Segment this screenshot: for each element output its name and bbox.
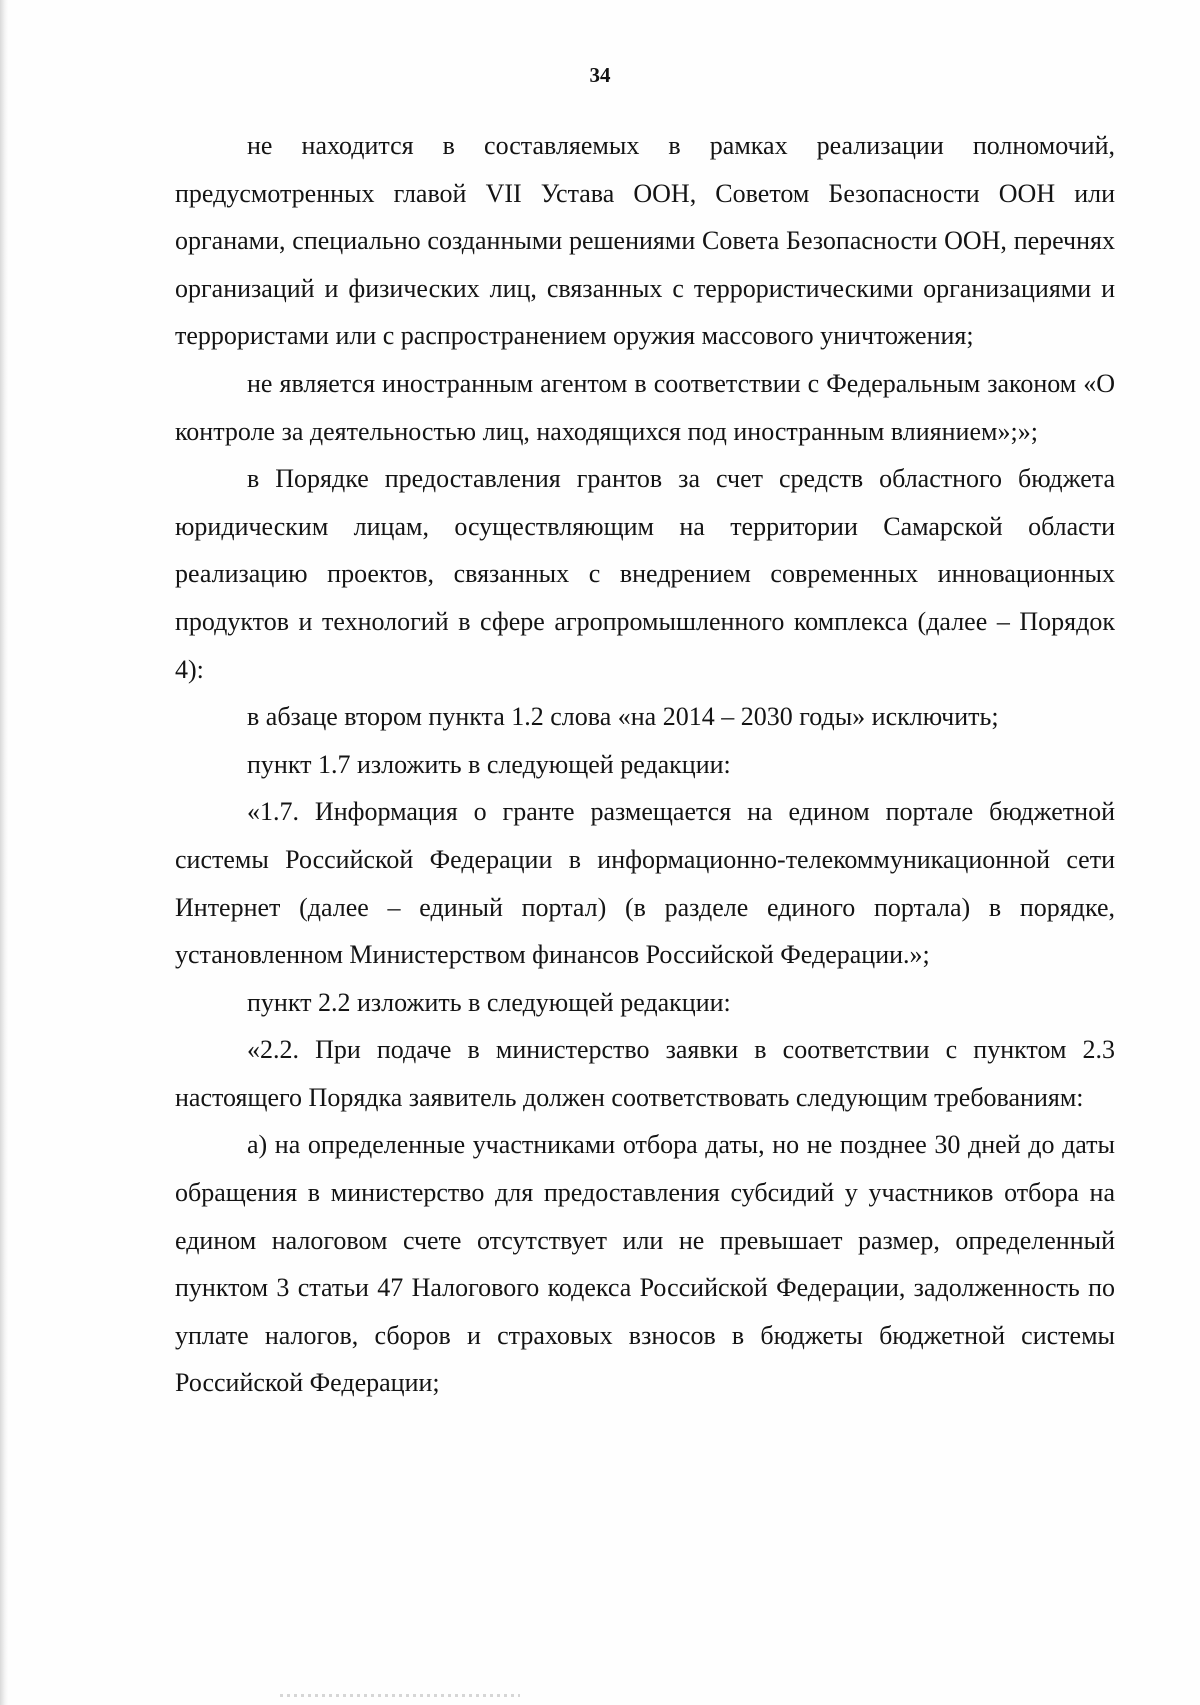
document-body xyxy=(175,122,1115,1407)
paragraph: не является иностранным агентом в соответствии с Федеральным законом «О контроле за деятельностью лиц, находящихся под иностранным влиянием»;»; xyxy=(175,368,1115,446)
paragraph: «2.2. При подаче в министерство заявки в соответствии с пунктом 2.3 настоящего Порядка заявитель должен соответствовать следующим требованиям: xyxy=(175,1035,1115,1112)
scan-edge-noise xyxy=(280,1694,520,1697)
page-number: 34 xyxy=(589,63,611,87)
paragraph: а) на определенные участниками отбора даты, но не позднее 30 дней до даты обращения в министерство для предоставления субсидий у участников отбора на едином налоговом счете отсутствует или не превышает размер, определенный пунктом 3 статьи 47 Налогового кодекса Российской Федерации, задолженность по уплате налогов, сборов и страховых взносов в бюджеты бюджетной системы Российской Федерации; xyxy=(175,1130,1115,1398)
scan-edge-shadow xyxy=(0,0,8,1705)
paragraph: в абзаце втором пункта 1.2 слова «на 2014 – 2030 годы» исключить; xyxy=(247,702,999,732)
paragraph: пункт 2.2 изложить в следующей редакции: xyxy=(247,987,731,1017)
paragraph: пункт 1.7 изложить в следующей редакции: xyxy=(247,749,731,779)
paragraph: не находится в составляемых в рамках реализации полномочий, предусмотренных главой VII Устава ООН, Советом Безопасности ООН или органами, специально созданными решениями Совета Безопасности ООН, перечнях организаций и физических лиц, связанных с террористическими организациями и террористами или с распространением оружия массового уничтожения; xyxy=(175,131,1115,351)
paragraph: в Порядке предоставления грантов за счет средств областного бюджета юридическим лицам, осуществляющим на территории Самарской области реализацию проектов, связанных с внедрением современных инновационных продуктов и технологий в сфере агропромышленного комплекса (далее – Порядок 4): xyxy=(175,464,1115,684)
paragraph: «1.7. Информация о гранте размещается на едином портале бюджетной системы Российской Федерации в информационно-телекоммуникационной сети Интернет (далее – единый портал) (в разделе единого портала) в порядке, установленном Министерством финансов Российской Федерации.»; xyxy=(175,797,1115,970)
